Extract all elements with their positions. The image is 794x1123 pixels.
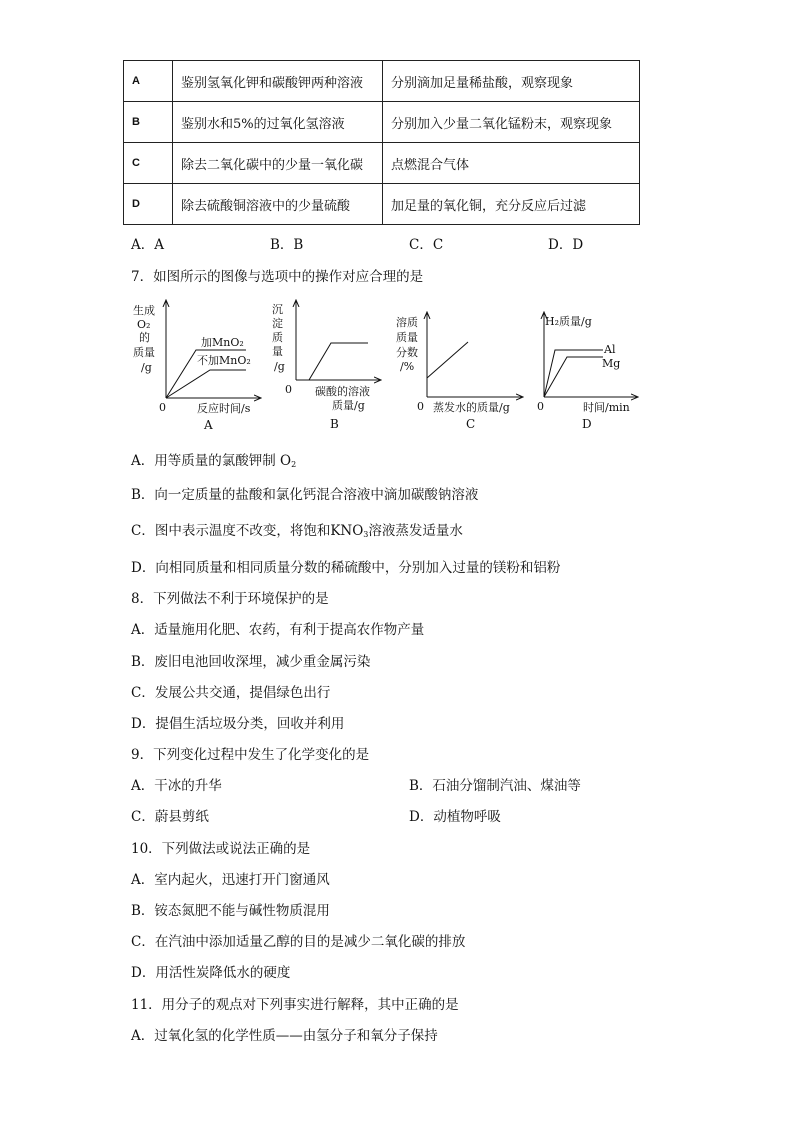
question-9-option-d: D．动植物呼吸	[409, 809, 501, 825]
option-b: B．B	[270, 237, 304, 253]
question-8-stem: 8．下列做法不利于环境保护的是	[131, 591, 329, 607]
question-10-option-d: D．用活性炭降低水的硬度	[131, 965, 291, 981]
svg-text:/g: /g	[141, 361, 152, 374]
table-row	[124, 102, 640, 143]
question-7-stem: 7．如图所示的图像与选项中的操作对应合理的是	[131, 269, 424, 285]
row-method: 加足量的氧化铜，充分反应后过滤	[383, 184, 640, 225]
question-8-option-c: C．发展公共交通，提倡绿色出行	[131, 685, 331, 701]
curve-without-mno2	[166, 370, 246, 398]
option-d: D．D	[548, 237, 584, 253]
question-10-option-a: A．室内起火，迅速打开门窗通风	[131, 872, 330, 888]
graph-d	[537, 312, 638, 431]
svg-text:O₂: O₂	[137, 318, 151, 331]
svg-text:质: 质	[272, 331, 283, 344]
question-7-graphs	[125, 298, 645, 438]
question-11-option-a: A．过氧化氢的化学性质——由氢分子和氧分子保持	[131, 1028, 438, 1044]
question-10-option-b: B．铵态氮肥不能与碱性物质混用	[131, 903, 330, 919]
row-method: 点燃混合气体	[383, 143, 640, 184]
graph-c-xlabel: 蒸发水的质量/g	[433, 401, 510, 414]
label-without-mno2: 不加MnO₂	[197, 354, 251, 367]
svg-text:/g: /g	[274, 360, 285, 373]
graph-b-xlabel: 碳酸的溶液	[315, 385, 370, 398]
svg-text:的: 的	[139, 331, 150, 344]
question-8-option-a: A．适量施用化肥、农药，有利于提高农作物产量	[131, 622, 425, 638]
question-10-option-c: C．在汽油中添加适量乙醇的目的是减少二氧化碳的排放	[131, 934, 466, 950]
question-7-option-c: C．图中表示温度不改变，将饱和$KNO_3$溶液蒸发适量水	[131, 523, 463, 539]
precipitate-curve	[296, 343, 368, 380]
graph-d-caption: D	[582, 417, 592, 431]
question-6-options	[131, 236, 651, 254]
svg-text:0: 0	[285, 383, 292, 396]
table-row	[124, 61, 640, 102]
option-c: C．C	[409, 237, 444, 253]
label-al: Al	[604, 343, 616, 356]
question-7-option-b: B．向一定质量的盐酸和氯化钙混合溶液中滴加碳酸钠溶液	[131, 487, 479, 503]
graph-a-ylabel: 生成	[133, 304, 155, 317]
row-key: C	[124, 143, 173, 184]
label-mg: Mg	[602, 357, 621, 370]
question-7-option-a: A．用等质量的氯酸钾制 $O_2$	[131, 453, 297, 469]
question-9-option-c: C．蔚县剪纸	[131, 809, 209, 825]
svg-text:量: 量	[272, 345, 283, 358]
graph-a-caption: A	[204, 418, 213, 432]
svg-text:/%: /%	[400, 360, 415, 373]
svg-text:质量/g: 质量/g	[332, 399, 365, 412]
row-key: A	[124, 61, 173, 102]
label-with-mno2: 加MnO₂	[201, 336, 244, 349]
question-11-stem: 11．用分子的观点对下列事实进行解释，其中正确的是	[131, 997, 459, 1013]
svg-text:0: 0	[537, 400, 544, 413]
svg-text:淀: 淀	[272, 317, 283, 330]
svg-text:0: 0	[159, 401, 166, 414]
question-9-stem: 9．下列变化过程中发生了化学变化的是	[131, 747, 370, 763]
mass-fraction-line	[427, 342, 468, 378]
row-task: 除去硫酸铜溶液中的少量硫酸	[173, 184, 383, 225]
graph-b	[272, 300, 381, 431]
row-task: 除去二氧化碳中的少量一氧化碳	[173, 143, 383, 184]
graph-a-xlabel: 反应时间/s	[197, 402, 251, 415]
svg-text:质量: 质量	[133, 346, 155, 359]
question-8-option-d: D．提倡生活垃圾分类，回收并利用	[131, 716, 345, 732]
svg-text:分数: 分数	[396, 346, 418, 359]
row-task: 鉴别水和5%的过氧化氢溶液	[173, 102, 383, 143]
question-7-option-d: D．向相同质量和相同质量分数的稀硫酸中，分别加入过量的镁粉和铝粉	[131, 560, 561, 576]
question-6-table	[123, 60, 640, 225]
table-row	[124, 143, 640, 184]
svg-text:质量: 质量	[396, 331, 418, 344]
graph-d-ylabel: H₂质量/g	[545, 315, 592, 328]
graph-a	[133, 300, 261, 432]
graph-c-caption: C	[466, 417, 476, 431]
row-key: B	[124, 102, 173, 143]
table-row	[124, 184, 640, 225]
option-a: A．A	[131, 237, 164, 253]
svg-text:0: 0	[417, 400, 424, 413]
graph-b-caption: B	[330, 417, 339, 431]
question-9-option-b: B．石油分馏制汽油、煤油等	[409, 778, 581, 794]
graph-c	[396, 312, 523, 431]
curve-mg	[544, 357, 603, 397]
row-method: 分别加入少量二氧化锰粉末，观察现象	[383, 102, 640, 143]
question-9-option-a: A．干冰的升华	[131, 778, 222, 794]
graph-c-ylabel: 溶质	[396, 316, 418, 329]
question-10-stem: 10．下列做法或说法正确的是	[131, 841, 311, 857]
graph-d-xlabel: 时间/min	[583, 401, 630, 414]
question-8-option-b: B．废旧电池回收深埋，减少重金属污染	[131, 654, 371, 670]
row-key: D	[124, 184, 173, 225]
row-task: 鉴别氢氧化钾和碳酸钾两种溶液	[173, 61, 383, 102]
graph-b-ylabel: 沉	[272, 303, 283, 316]
row-method: 分别滴加足量稀盐酸，观察现象	[383, 61, 640, 102]
